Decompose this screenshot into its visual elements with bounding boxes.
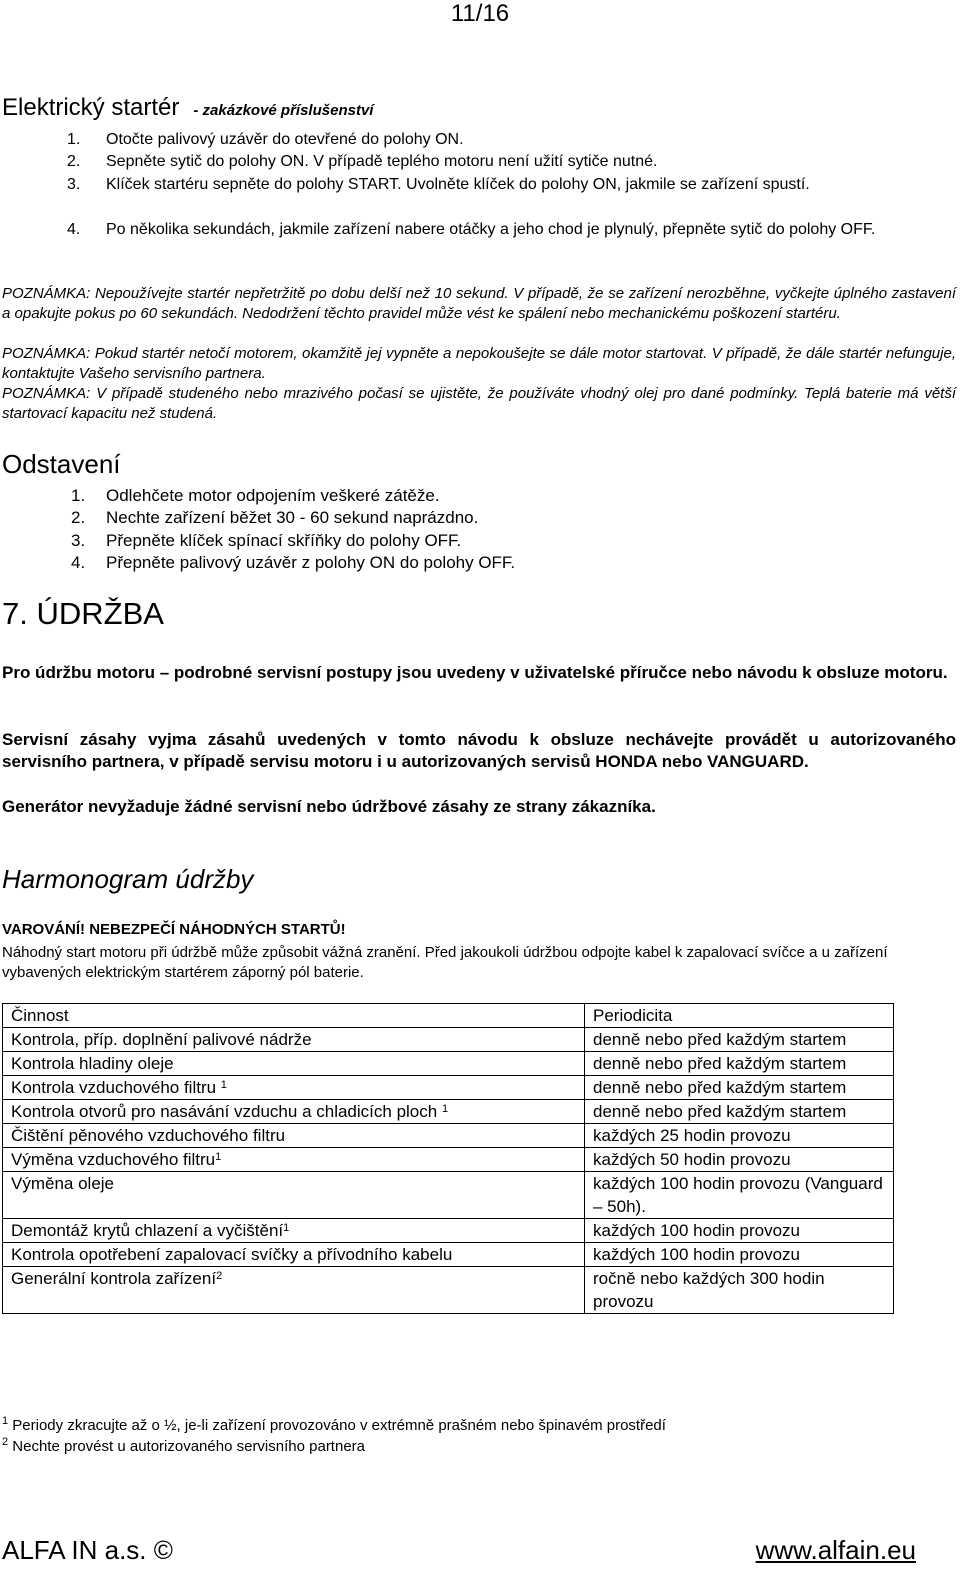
step-number: 2. — [71, 508, 86, 527]
footer-url-link[interactable]: www.alfain.eu — [755, 1535, 916, 1565]
maintenance-table — [2, 1003, 894, 1314]
note-2: POZNÁMKA: Pokud startér netočí motorem, okamžitě jej vypněte a nepokoušejte se dále motor startovat. V případě, že dále startér nefunguje, kontaktujte Vašeho servisního partnera. — [2, 345, 956, 382]
table-row — [3, 1148, 894, 1172]
maintenance-title: 7. ÚDRŽBA — [2, 596, 164, 631]
footnote-ref: 2 — [216, 1270, 223, 1282]
activity-text: Výměna vzduchového filtru — [11, 1150, 216, 1169]
activity-text: Generální kontrola zařízení — [11, 1269, 217, 1288]
warning-title: VAROVÁNÍ! NEBEZPEČÍ NÁHODNÝCH STARTŮ! — [2, 921, 346, 938]
period-cell — [585, 1267, 894, 1314]
shutdown-title: Odstavení — [2, 449, 121, 479]
warning-text: Náhodný start motoru při údržbě může způsobit vážná zranění. Před jakoukoli údržbou odpojte kabel k zapalovací svíčce a u zařízení vybavených elektrickým startérem záporný pól baterie. — [2, 944, 888, 981]
activity-text: Čištění pěnového vzduchového filtru — [11, 1126, 286, 1145]
section-title: Elektrický startér — [2, 94, 180, 121]
period-text: denně nebo před každým startem — [593, 1078, 847, 1097]
step-number: 2. — [67, 153, 81, 170]
activity-cell — [3, 1148, 585, 1172]
table-row — [3, 1076, 894, 1100]
period-cell — [585, 1219, 894, 1243]
table-row — [3, 1124, 894, 1148]
note-1: POZNÁMKA: Nepoužívejte startér nepřetržitě po dobu delší než 10 sekund. V případě, že se zařízení nerozběhne, vyčkejte úplného zastavení a opakujte pokus po 60 sekundách. Nedodržení těchto pravidel může vést ke spálení nebo mechanickému poškození startéru. — [2, 285, 956, 322]
footnote-1 — [2, 1417, 666, 1434]
period-cell — [585, 1243, 894, 1267]
column-header: Činnost — [3, 1004, 585, 1028]
footnote-ref: 1 — [283, 1222, 290, 1234]
table-header-row — [3, 1004, 894, 1028]
footnote-ref: 1 — [215, 1151, 222, 1163]
footer-company: ALFA IN a.s. © — [2, 1535, 173, 1565]
footnote-ref: 1 — [441, 1103, 449, 1115]
table-row — [3, 1028, 894, 1052]
step-number: 3. — [71, 531, 86, 550]
activity-cell — [3, 1100, 585, 1124]
electric-starter-heading — [2, 94, 373, 122]
maintenance-para-3: Generátor nevyžaduje žádné servisní nebo údržbové zásahy ze strany zákazníka. — [2, 797, 656, 816]
footnote-mark: 1 — [2, 1415, 9, 1427]
footnote-ref: 1 — [220, 1079, 227, 1091]
note-3: POZNÁMKA: V případě studeného nebo mrazivého počasí se ujistěte, že používáte vhodný olej pro dané podmínky. Teplá baterie má větší startovací kapacitu než studená. — [2, 385, 956, 422]
step-text: Nechte zařízení běžet 30 - 60 sekund naprázdno. — [106, 508, 479, 527]
step-number: 4. — [71, 553, 86, 572]
period-cell — [585, 1172, 894, 1219]
activity-text: Kontrola hladiny oleje — [11, 1054, 174, 1073]
step-text: Po několika sekundách, jakmile zařízení nabere otáčky a jeho chod je plynulý, přepněte sytič do polohy OFF. — [106, 221, 876, 238]
step-number: 3. — [67, 176, 81, 193]
period-text: ročně nebo každých 300 hodin provozu — [593, 1269, 825, 1311]
period-cell — [585, 1124, 894, 1148]
column-header: Periodicita — [585, 1004, 894, 1028]
period-text: každých 100 hodin provozu — [593, 1245, 800, 1264]
activity-cell — [3, 1028, 585, 1052]
activity-text: Kontrola, příp. doplnění palivové nádrže — [11, 1030, 312, 1049]
step-number: 1. — [71, 486, 86, 505]
table-row — [3, 1052, 894, 1076]
activity-text: Výměna oleje — [11, 1174, 115, 1193]
table-body — [3, 1028, 894, 1314]
period-text: každých 50 hodin provozu — [593, 1150, 791, 1169]
period-cell — [585, 1100, 894, 1124]
activity-text: Kontrola opotřebení zapalovací svíčky a přívodního kabelu — [11, 1245, 453, 1264]
footnote-text: Periody zkracujte až o ½, je-li zařízení provozováno v extrémně prašném nebo špinavém prostředí — [8, 1417, 666, 1434]
step-text: Sepněte sytič do polohy ON. V případě teplého motoru není užití sytiče nutné. — [106, 153, 658, 170]
table-row — [3, 1100, 894, 1124]
period-text: denně nebo před každým startem — [593, 1030, 847, 1049]
schedule-title: Harmonogram údržby — [2, 864, 254, 894]
period-cell — [585, 1028, 894, 1052]
footnote-text: Nechte provést u autorizovaného servisního partnera — [8, 1438, 365, 1455]
step-text: Klíček startéru sepněte do polohy START. Uvolněte klíček do polohy ON, jakmile se zařízení spustí. — [106, 176, 810, 193]
activity-cell — [3, 1172, 585, 1219]
maintenance-para-2: Servisní zásahy vyjma zásahů uvedených v tomto návodu k obsluze nechávejte provádět u autorizovaného servisního partnera, v případě servisu motoru i u autorizovaných servisů HONDA nebo VANGUARD. — [2, 730, 956, 771]
period-text: každých 25 hodin provozu — [593, 1126, 791, 1145]
table-row — [3, 1267, 894, 1314]
activity-cell — [3, 1243, 585, 1267]
period-cell — [585, 1076, 894, 1100]
table-row — [3, 1219, 894, 1243]
activity-cell — [3, 1076, 585, 1100]
activity-text: Kontrola vzduchového filtru — [11, 1078, 221, 1097]
period-cell — [585, 1148, 894, 1172]
footnote-mark: 2 — [2, 1436, 9, 1448]
table-row — [3, 1172, 894, 1219]
activity-cell — [3, 1219, 585, 1243]
step-number: 1. — [67, 131, 81, 148]
activity-cell — [3, 1124, 585, 1148]
step-number: 4. — [67, 221, 81, 238]
step-text: Odlehčete motor odpojením veškeré zátěže. — [106, 486, 440, 505]
period-text: každých 100 hodin provozu (Vanguard – 50h). — [593, 1174, 883, 1216]
activity-cell — [3, 1267, 585, 1314]
activity-text: Demontáž krytů chlazení a vyčištění — [11, 1221, 284, 1240]
activity-text: Kontrola otvorů pro nasávání vzduchu a chladicích ploch — [11, 1102, 442, 1121]
section-subtitle: - zakázkové příslušenství — [193, 102, 374, 119]
period-text: každých 100 hodin provozu — [593, 1221, 800, 1240]
step-text: Přepněte klíček spínací skříňky do polohy OFF. — [106, 531, 462, 550]
activity-cell — [3, 1052, 585, 1076]
period-cell — [585, 1052, 894, 1076]
period-text: denně nebo před každým startem — [593, 1102, 847, 1121]
step-text: Přepněte palivový uzávěr z polohy ON do polohy OFF. — [106, 553, 516, 572]
step-text: Otočte palivový uzávěr do otevřené do polohy ON. — [106, 131, 464, 148]
maintenance-para-1: Pro údržbu motoru – podrobné servisní postupy jsou uvedeny v uživatelské příručce nebo návodu k obsluze motoru. — [2, 663, 948, 682]
table-row — [3, 1243, 894, 1267]
period-text: denně nebo před každým startem — [593, 1054, 847, 1073]
footnote-2 — [2, 1438, 365, 1455]
page-number: 11/16 — [450, 0, 510, 27]
